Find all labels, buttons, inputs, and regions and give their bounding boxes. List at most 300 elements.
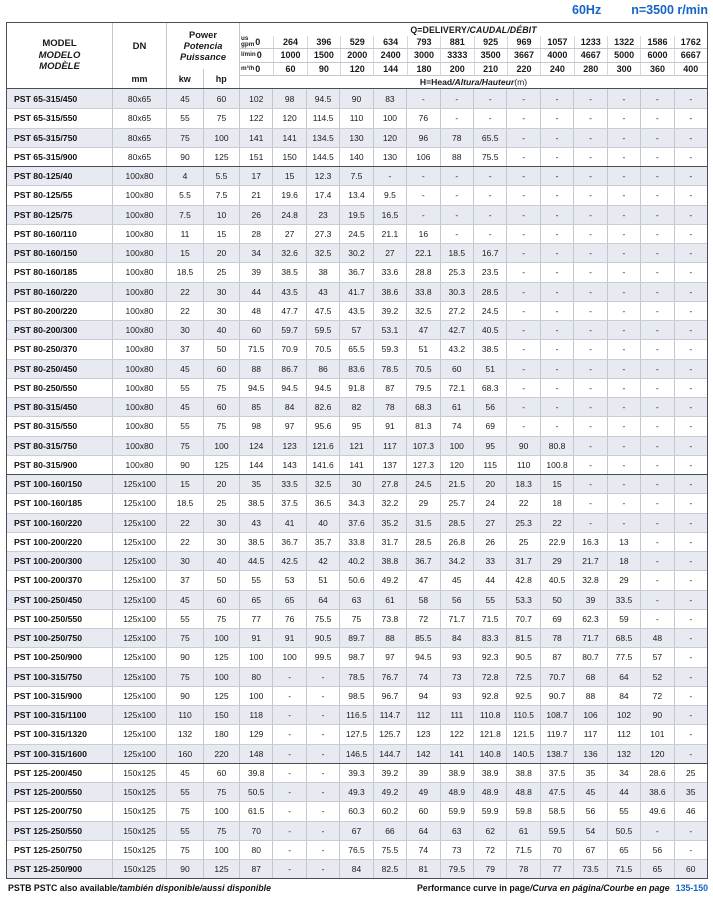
dn-cell: 100x80 [112,321,166,339]
head-value-cell: 94 [406,687,439,705]
model-cell: PST 100-315/1320 [14,729,87,740]
head-value-cell: 76 [272,610,305,628]
head-value-cell: - [506,109,539,127]
head-value-cell: - [607,263,640,281]
model-cell: PST 100-315/750 [14,671,83,682]
kw-cell: 90 [166,648,203,666]
dn-cell: 100x80 [112,167,166,185]
head-value-cell: 49.6 [640,802,673,820]
head-value-cell: 24.8 [272,206,305,224]
head-value-cell: - [674,283,707,301]
kw-cell: 30 [166,321,203,339]
head-value-cell: - [540,360,573,378]
head-value-cell: - [473,225,506,243]
head-value-cell: 38 [306,263,339,281]
head-value-cell: 144.7 [373,745,406,763]
hp-cell: 220 [203,745,239,763]
head-value-cell: - [640,379,673,397]
head-value-cell: 27 [473,514,506,532]
head-value-cell: 73 [440,668,473,686]
kw-cell: 22 [166,514,203,532]
head-value-cell: 121.5 [506,725,539,743]
head-value-cell: 88 [573,687,606,705]
table-row [7,397,707,416]
head-value-cell: 70 [540,841,573,859]
footer-availability-note [8,883,271,893]
head-value-cell: - [540,302,573,320]
head-value-cell: 76.5 [339,841,372,859]
flow-value: 0 [256,50,262,61]
model-cell: PST 65-315/450 [14,93,78,104]
head-value-cell: 49.2 [373,783,406,801]
head-value-cell: - [540,244,573,262]
hp-cell: 30 [203,533,239,551]
head-value-cell: - [607,302,640,320]
head-value-cell: 23 [306,206,339,224]
dn-cell: 125x100 [112,475,166,493]
delivery-title-main: Q=DELIVERY [410,25,467,35]
head-value-cell: 92.8 [473,687,506,705]
head-value-cell: - [573,514,606,532]
dn-cell: 125x100 [112,745,166,763]
head-value-cell: 117 [573,725,606,743]
head-value-cell: 137 [373,456,406,474]
head-value-cell: - [674,725,707,743]
head-value-cell: - [640,610,673,628]
head-value-cell: 60 [406,802,439,820]
head-value-cell: 95.6 [306,417,339,435]
head-value-cell: 97 [373,648,406,666]
head-value-cell: 94.5 [306,379,339,397]
head-value-cell: - [573,494,606,512]
flow-value: 0 [255,37,261,48]
table-row [7,628,707,647]
head-value-cell: - [406,186,439,204]
head-value-cell: - [573,398,606,416]
hp-cell: 150 [203,706,239,724]
head-value-cell: 28.5 [473,283,506,301]
head-value-cell: 48.9 [473,783,506,801]
head-value-cell: 28.5 [406,533,439,551]
dn-cell: 100x80 [112,437,166,455]
head-value-cell: 17.4 [306,186,339,204]
head-value-cell: 75.5 [306,610,339,628]
head-value-cell: 144 [239,456,272,474]
head-value-cell: 121.6 [306,437,339,455]
model-cell: PST 100-200/300 [14,556,83,567]
kw-cell: 90 [166,148,203,166]
head-value-cell: 122 [239,109,272,127]
head-value-cell: 80.7 [573,648,606,666]
head-value-cell: 76.7 [373,668,406,686]
kw-cell: 55 [166,379,203,397]
footer-left-main: PSTB PSTC also available [8,883,118,893]
head-value-cell: 50.5 [607,822,640,840]
head-value-cell: 88 [239,360,272,378]
head-value-cell: 32.5 [306,244,339,262]
pump-performance-table [6,22,708,879]
head-value-cell: 36.7 [406,552,439,570]
flow-value-cell: 396 [307,36,340,48]
model-cell: PST 125-200/550 [14,787,83,798]
head-value-cell: 108.7 [540,706,573,724]
flow-value-cell: 3500 [474,49,507,61]
head-value-cell: 38.8 [373,552,406,570]
head-value-cell: 19.6 [272,186,305,204]
head-value-cell: 40.5 [540,571,573,589]
dn-unit: mm [131,73,148,84]
model-cell: PST 100-160/185 [14,498,83,509]
flow-value-cell: 1586 [640,36,673,48]
head-value-cell: - [640,571,673,589]
head-value-cell: 68.3 [406,398,439,416]
head-value-cell: 89.7 [339,629,372,647]
head-value-cell: - [473,206,506,224]
table-row [7,262,707,281]
head-value-cell: 98.7 [339,648,372,666]
head-value-cell: 70.5 [306,340,339,358]
model-header-es: MODELO [38,49,81,61]
head-value-cell: - [674,379,707,397]
model-cell: PST 125-200/450 [14,767,83,778]
head-value-cell: 38.5 [239,494,272,512]
head-value-cell: - [440,167,473,185]
head-value-cell: 146.5 [339,745,372,763]
head-value-cell: 142 [406,745,439,763]
head-value-cell: 110 [339,109,372,127]
head-value-cell: 60 [674,860,707,878]
head-value-cell: 33.5 [607,591,640,609]
head-value-cell: 37.6 [339,514,372,532]
head-value-cell: 102 [607,706,640,724]
head-value-cell: 48.9 [440,783,473,801]
head-value-cell: 71.5 [473,610,506,628]
head-value-cell: 13.4 [339,186,372,204]
head-value-cell: 40.5 [473,321,506,339]
head-value-cell: 22.1 [406,244,439,262]
model-cell: PST 80-160/220 [14,286,78,297]
kw-cell: 11 [166,225,203,243]
head-value-cell: 30.2 [339,244,372,262]
head-value-cell: 61 [506,822,539,840]
hp-cell: 20 [203,244,239,262]
head-value-cell: 47.5 [540,783,573,801]
head-value-cell: - [306,725,339,743]
head-value-cell: 88 [440,148,473,166]
head-value-cell: - [640,167,673,185]
table-row [7,493,707,512]
head-value-cell: 38.5 [239,533,272,551]
head-value-cell: 67 [573,841,606,859]
head-value-cell: 27 [373,244,406,262]
kw-cell: 15 [166,244,203,262]
head-value-cell: - [540,340,573,358]
head-value-cell: 60.3 [339,802,372,820]
hp-cell: 100 [203,841,239,859]
head-value-cell: - [540,321,573,339]
head-value-cell: - [607,494,640,512]
table-row [7,166,707,185]
model-cell: PST 100-160/150 [14,479,83,490]
head-value-cell: 39.8 [239,764,272,782]
head-value-cell: - [573,437,606,455]
kw-cell: 75 [166,129,203,147]
head-value-cell: - [674,610,707,628]
head-value-cell: 78.5 [373,360,406,378]
kw-cell: 55 [166,783,203,801]
head-value-cell: 90.5 [306,629,339,647]
dn-cell: 100x80 [112,417,166,435]
head-value-cell: - [573,263,606,281]
head-value-cell: 39 [573,591,606,609]
table-row [7,416,707,435]
footer-right-intl: /Curva en página/Courbe en page [529,883,670,893]
kw-cell: 45 [166,591,203,609]
head-value-cell: - [573,186,606,204]
head-value-cell: 62 [473,822,506,840]
table-row [7,667,707,686]
head-value-cell: - [640,340,673,358]
dn-cell: 125x100 [112,725,166,743]
head-value-cell: 44 [473,571,506,589]
head-value-cell: 22 [540,514,573,532]
head-value-cell: 73 [440,841,473,859]
head-value-cell: - [506,340,539,358]
head-value-cell: 32.5 [306,475,339,493]
head-value-cell: 106 [573,706,606,724]
head-value-cell: 130 [373,148,406,166]
kw-cell: 18.5 [166,494,203,512]
speed-label: n=3500 r/min [631,3,708,17]
head-value-cell: 28 [239,225,272,243]
head-value-cell: 120 [373,129,406,147]
head-value-cell: - [640,321,673,339]
head-value-cell: 100 [239,648,272,666]
head-value-cell: 22.9 [540,533,573,551]
head-value-cell: 53.1 [373,321,406,339]
head-value-cell: - [306,764,339,782]
table-row [7,301,707,320]
head-value-cell: 68.3 [473,379,506,397]
head-value-cell: 81.5 [506,629,539,647]
head-value-cell: 63 [339,591,372,609]
head-value-cell: - [640,456,673,474]
head-value-cell: 141 [272,129,305,147]
head-value-cell: 31.7 [506,552,539,570]
hp-cell: 30 [203,302,239,320]
head-value-cell: - [674,148,707,166]
head-value-cell: 21.7 [573,552,606,570]
head-value-cell: - [674,706,707,724]
flow-header-rows [240,36,707,75]
head-value-cell: 116.5 [339,706,372,724]
dn-cell: 125x100 [112,668,166,686]
head-value-cell: - [573,109,606,127]
flow-unit-line: gpm [241,41,255,49]
head-value-cell: 48 [640,629,673,647]
model-header-en: MODEL [42,38,77,50]
head-value-cell: 52 [640,668,673,686]
head-value-cell: 60 [440,360,473,378]
head-value-cell: - [540,417,573,435]
head-value-cell: 77.5 [607,648,640,666]
head-value-cell: - [674,745,707,763]
model-cell: PST 80-200/300 [14,325,78,336]
kw-cell: 75 [166,802,203,820]
table-row [7,763,707,782]
head-value-cell: - [640,398,673,416]
head-value-cell: - [506,129,539,147]
power-header-es: Potencia [183,40,223,51]
head-value-cell: 80.8 [540,437,573,455]
head-value-cell: 33 [473,552,506,570]
head-value-cell: - [607,475,640,493]
head-value-cell: - [607,206,640,224]
head-value-cell: - [506,417,539,435]
table-row [7,282,707,301]
head-value-cell: 121.8 [473,725,506,743]
dn-cell: 100x80 [112,225,166,243]
kw-cell: 90 [166,456,203,474]
head-value-cell: - [440,206,473,224]
head-value-cell: - [607,148,640,166]
hp-cell: 60 [203,360,239,378]
head-value-cell: - [640,533,673,551]
head-value-cell: - [674,321,707,339]
flow-value-cell: 1057 [540,36,573,48]
hp-cell: 75 [203,379,239,397]
head-value-cell: 43 [306,283,339,301]
head-value-cell: - [573,340,606,358]
head-value-cell: 33.6 [373,263,406,281]
head-value-cell: 112 [406,706,439,724]
head-value-cell: 66 [373,822,406,840]
head-value-cell: - [640,109,673,127]
head-value-cell: 84 [339,860,372,878]
power-column-header [166,23,239,88]
table-row [7,128,707,147]
table-row [7,859,707,878]
head-value-cell: 43 [239,514,272,532]
head-value-cell: 114.5 [306,109,339,127]
head-value-cell: 65 [607,841,640,859]
head-value-cell: 49.2 [373,571,406,589]
head-value-cell: 70.7 [506,610,539,628]
head-value-cell: 39 [239,263,272,281]
hp-cell: 5.5 [203,167,239,185]
head-value-cell: 62.3 [573,610,606,628]
head-value-cell: 65 [239,591,272,609]
head-value-cell: 50 [540,591,573,609]
kw-cell: 55 [166,417,203,435]
dn-cell: 125x100 [112,706,166,724]
model-cell: PST 125-250/550 [14,825,83,836]
head-value-cell: 86 [306,360,339,378]
head-value-cell: - [540,186,573,204]
head-value-cell: - [540,206,573,224]
dn-cell: 80x65 [112,129,166,147]
head-value-cell: 16.7 [473,244,506,262]
table-row [7,609,707,628]
head-value-cell: 72 [473,841,506,859]
head-value-cell: 38.9 [473,764,506,782]
kw-cell: 4 [166,167,203,185]
head-value-cell: 48.8 [506,783,539,801]
head-value-cell: - [573,475,606,493]
dn-cell: 100x80 [112,398,166,416]
head-value-cell: 119.7 [540,725,573,743]
head-value-cell: 50.6 [339,571,372,589]
head-value-cell: - [674,648,707,666]
flow-value-cell: 1762 [674,36,707,48]
hp-cell: 75 [203,783,239,801]
head-value-cell: 140.8 [473,745,506,763]
head-value-cell: - [506,283,539,301]
head-value-cell: 58 [406,591,439,609]
model-cell: PST 80-160/185 [14,267,78,278]
head-value-cell: - [674,591,707,609]
model-cell: PST 100-200/370 [14,575,83,586]
power-header-en: Power [189,29,217,40]
head-value-cell: - [573,129,606,147]
head-value-cell: 74 [406,668,439,686]
head-value-cell: - [674,340,707,358]
head-value-cell: 88 [373,629,406,647]
hp-cell: 60 [203,398,239,416]
head-value-cell: - [306,802,339,820]
delivery-title [240,23,707,35]
head-value-cell: 94.5 [272,379,305,397]
model-cell: PST 100-250/450 [14,594,83,605]
head-value-cell: 18 [540,494,573,512]
head-value-cell: 34.3 [339,494,372,512]
head-value-cell: 81.3 [406,417,439,435]
dn-cell: 125x100 [112,571,166,589]
head-value-cell: 132 [607,745,640,763]
head-value-cell: 71.7 [440,610,473,628]
head-value-cell: 27.8 [373,475,406,493]
head-value-cell: 74 [440,417,473,435]
head-value-cell: - [640,225,673,243]
table-row [7,185,707,204]
hp-cell: 15 [203,225,239,243]
head-value-cell: 28.5 [440,514,473,532]
head-value-cell: 29 [406,494,439,512]
head-value-cell: 19.5 [339,206,372,224]
head-value-cell: 136 [573,745,606,763]
model-header-fr: MODÈLE [39,61,80,73]
head-value-cell: 82 [339,398,372,416]
head-value-cell: - [640,283,673,301]
head-value-cell: 44 [607,783,640,801]
head-value-cell: - [640,417,673,435]
table-row [7,513,707,532]
hp-cell: 125 [203,148,239,166]
table-row [7,320,707,339]
head-value-cell: 59.3 [373,340,406,358]
head-value-cell: 71.5 [607,860,640,878]
head-value-cell: 39 [406,764,439,782]
head-value-cell: 97 [272,417,305,435]
head-value-cell: - [607,225,640,243]
table-row [7,359,707,378]
head-value-cell: 56 [640,841,673,859]
head-value-cell: 22 [506,494,539,512]
head-value-cell: 60.2 [373,802,406,820]
head-value-cell: - [573,244,606,262]
frequency-label: 60Hz [572,3,602,17]
head-value-cell: 90 [506,437,539,455]
